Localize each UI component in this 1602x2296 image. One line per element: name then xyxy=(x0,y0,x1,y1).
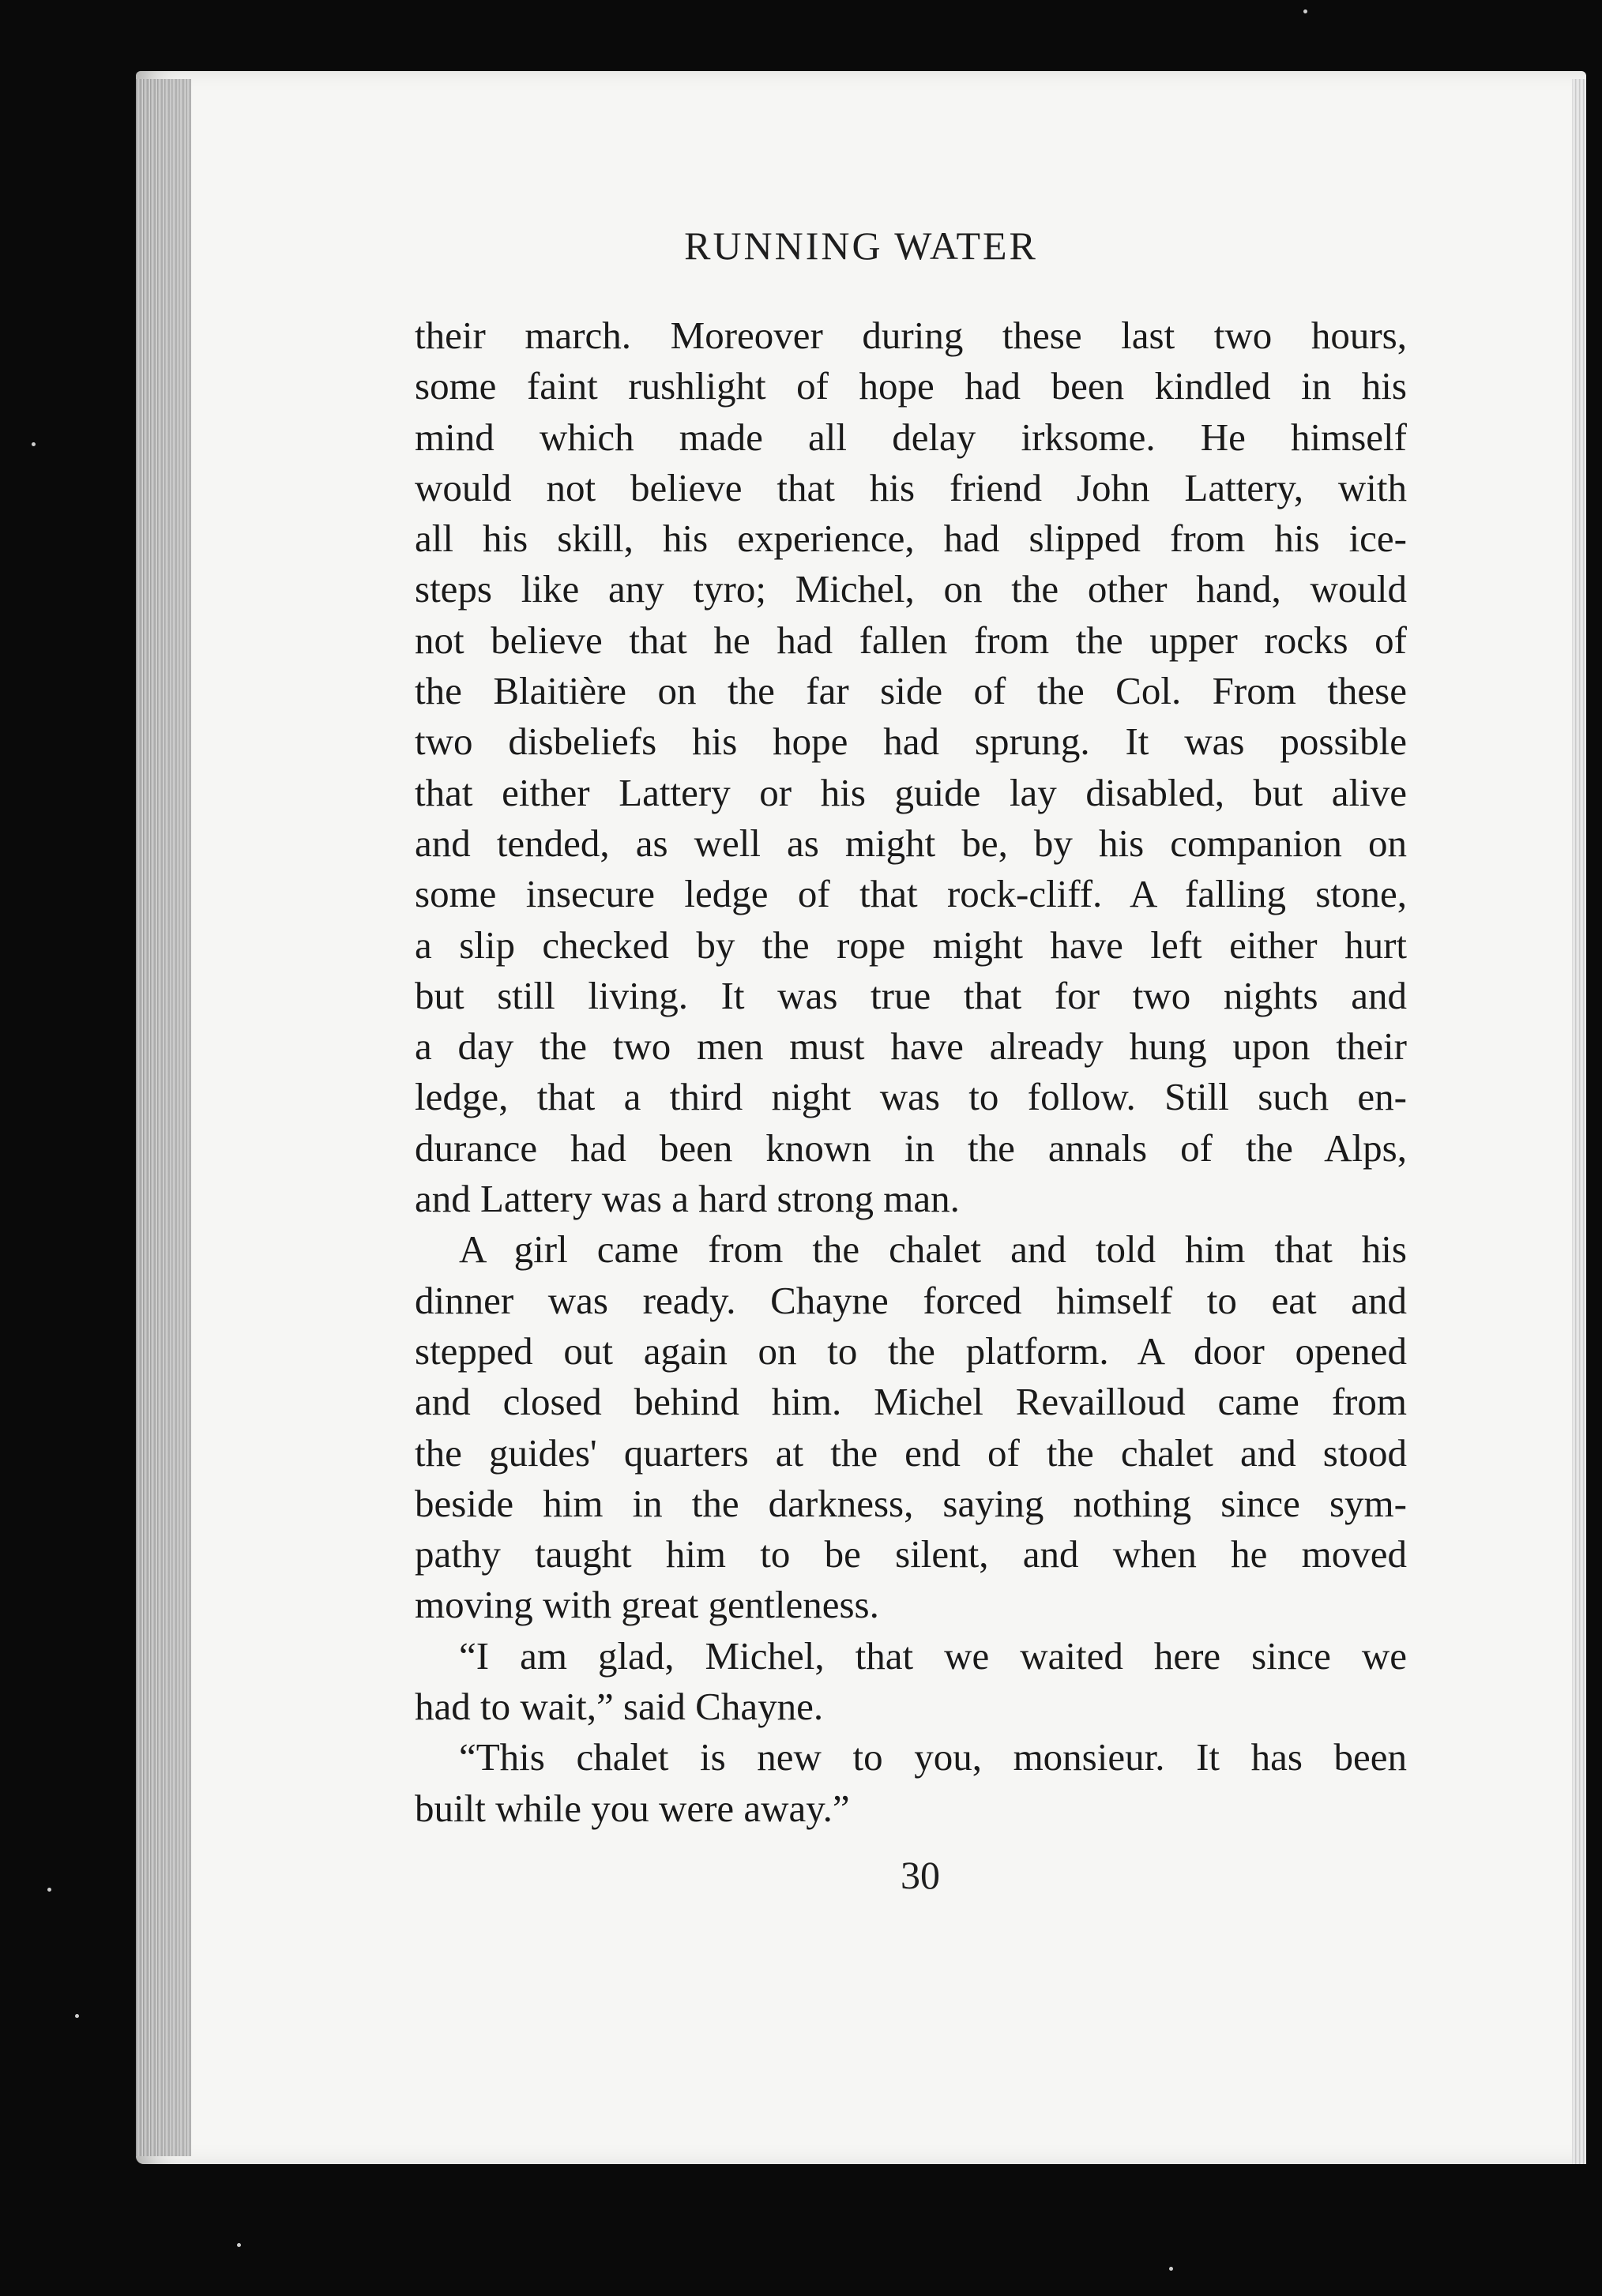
dust-speck xyxy=(75,2014,79,2018)
text-line: “I am glad, Michel, that we waited here since we xyxy=(459,1633,1407,1678)
dust-speck xyxy=(1169,2267,1173,2271)
text-line: built while you were away.” xyxy=(415,1786,850,1830)
text-line: that either Lattery or his guide lay disabled, but alive xyxy=(415,770,1407,814)
text-line: pathy taught him to be silent, and when he moved xyxy=(415,1532,1407,1576)
text-line: not believe that he had fallen from the upper rocks of xyxy=(415,618,1407,662)
text-line: a slip checked by the rope might have left either hurt xyxy=(415,923,1407,967)
paragraph xyxy=(415,1732,1407,1834)
paragraph xyxy=(415,1631,1407,1733)
text-line: a day the two men must have already hung upon their xyxy=(415,1024,1407,1069)
body-text xyxy=(415,310,1407,1834)
text-line: steps like any tyro; Michel, on the other hand, would xyxy=(415,567,1407,611)
paragraph xyxy=(415,310,1407,1224)
dust-speck xyxy=(237,2243,241,2247)
text-line: and Lattery was a hard strong man. xyxy=(415,1177,960,1221)
running-head: RUNNING WATER xyxy=(684,224,1038,268)
text-line: their march. Moreover during these last two hours, xyxy=(415,314,1407,357)
text-line: all his skill, his experience, had slipped from his ice- xyxy=(415,517,1407,561)
dust-speck xyxy=(1303,9,1307,13)
text-line: but still living. It was true that for two nights and xyxy=(415,973,1407,1017)
text-line: mind which made all delay irksome. He himself xyxy=(415,415,1407,459)
text-line: and tended, as well as might be, by his companion on xyxy=(415,821,1407,865)
text-line: would not believe that his friend John Lattery, with xyxy=(415,465,1407,509)
text-line: the Blaitière on the far side of the Col. From these xyxy=(415,669,1407,713)
text-line: had to wait,” said Chayne. xyxy=(415,1685,824,1729)
text-line: stepped out again on to the platform. A door opened xyxy=(415,1328,1407,1373)
text-line: and closed behind him. Michel Revailloud came from xyxy=(415,1380,1407,1424)
dust-speck xyxy=(32,442,36,446)
page-number: 30 xyxy=(901,1853,940,1897)
text-line: moving with great gentleness. xyxy=(415,1583,879,1627)
page-gutter xyxy=(136,79,191,2156)
text-line: beside him in the darkness, saying nothing since sym- xyxy=(415,1481,1407,1525)
paragraph xyxy=(415,1224,1407,1630)
text-line: A girl came from the chalet and told him that his xyxy=(459,1227,1407,1272)
text-line: ledge, that a third night was to follow. Still such en- xyxy=(415,1075,1407,1119)
text-line: the guides' quarters at the end of the chalet and stood xyxy=(415,1430,1407,1475)
text-line: some insecure ledge of that rock-cliff. A falling stone, xyxy=(415,872,1407,916)
text-line: two disbeliefs his hope had sprung. It was possible xyxy=(415,720,1407,764)
dust-speck xyxy=(47,1888,51,1892)
text-line: some faint rushlight of hope had been kindled in his xyxy=(415,364,1407,408)
text-line: durance had been known in the annals of the Alps, xyxy=(415,1125,1407,1170)
text-line: dinner was ready. Chayne forced himself to eat and xyxy=(415,1278,1407,1322)
page-edge xyxy=(1572,79,1586,2164)
text-line: “This chalet is new to you, monsieur. It has been xyxy=(459,1735,1407,1779)
